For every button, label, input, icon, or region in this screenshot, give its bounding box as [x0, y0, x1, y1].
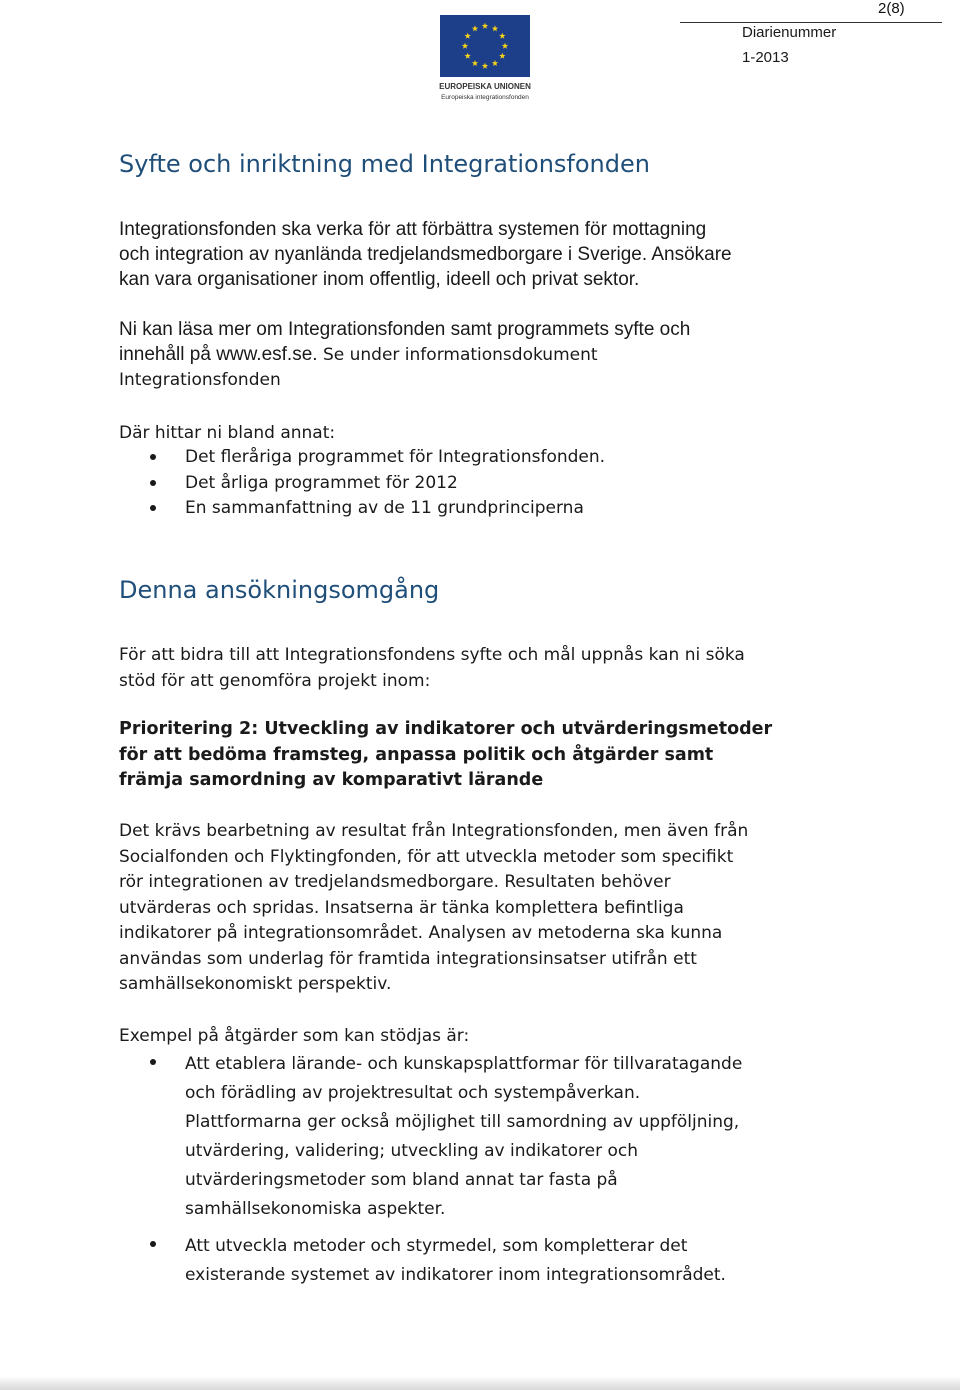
body-line: utvärderas och spridas. Insatserna är tänka komplettera befintliga [119, 897, 684, 918]
priority-line: främja samordning av komparativt lärande [119, 770, 544, 790]
list-item [150, 1232, 880, 1290]
para1-line: Integrationsfonden ska verka för att förbättra systemen för mottagning [119, 219, 707, 240]
intro-line: För att bidra till att Integrationsfondens syfte och mål uppnås kan ni söka [119, 645, 745, 665]
para2-line [119, 342, 859, 368]
list-item-line: utvärdering, validering; utveckling av indikatorer och [185, 1141, 639, 1161]
body-line: Det krävs bearbetning av resultat från Integrationsfonden, men även från [119, 821, 749, 841]
section2-heading: Denna ansökningsomgång [119, 576, 440, 604]
para2-text: Se under informationsdokument [317, 345, 598, 365]
section1-para1 [119, 217, 859, 292]
body-line: Socialfonden och Flyktingfonden, för att utveckla metoder som specifikt [119, 846, 734, 867]
body-line: indikatorer på integrationsområdet. Analysen av metoderna ska kunna [119, 923, 723, 943]
priority-line: för att bedöma framsteg, anpassa politik och åtgärder samt [119, 744, 714, 765]
list-item-line: existerande systemet av indikatorer inom integrationsområdet. [185, 1265, 726, 1285]
eu-flag-icon [432, 15, 538, 103]
list-item-line: Att utveckla metoder och styrmedel, som kompletterar det [185, 1236, 688, 1256]
diarienummer-label: Diarienummer [742, 24, 837, 41]
list-item [150, 471, 880, 497]
examples-intro: Exempel på åtgärder som kan stödjas är: [119, 1026, 470, 1046]
section2-body [119, 819, 879, 998]
eu-logo [432, 15, 538, 103]
list-item-line: utvärderingsmetoder som bland annat tar fasta på [185, 1170, 618, 1190]
bullet-icon [150, 480, 156, 486]
list-item-text: Det årliga programmet för 2012 [185, 472, 458, 493]
intro-line: stöd för att genomföra projekt inom: [119, 671, 431, 691]
section1-para2 [119, 317, 859, 393]
list-item-text: Det fleråriga programmet för Integrationsfonden. [185, 447, 606, 467]
page-bottom-shadow [0, 1376, 960, 1390]
logo-line2: Europeiska integrationsfonden [441, 94, 529, 101]
esf-link[interactable]: innehåll på www.esf.se. [119, 344, 318, 365]
body-line: samhällsekonomiskt perspektiv. [119, 974, 392, 994]
list-item [150, 445, 880, 471]
bullet-icon [150, 505, 156, 511]
priority-line: Prioritering 2: Utveckling av indikatorer och utvärderingsmetoder [119, 719, 773, 739]
list-item [150, 1050, 880, 1224]
bullet-icon [150, 454, 156, 460]
priority-heading [119, 717, 879, 794]
bullet-icon [150, 1059, 156, 1065]
para2-line: Integrationsfonden [119, 370, 281, 390]
body-line: användas som underlag för framtida integrationsinsatser utifrån ett [119, 948, 697, 969]
body-line: rör integrationen av tredjelandsmedborgare. Resultaten behöver [119, 872, 671, 892]
para2-line: Ni kan läsa mer om Integrationsfonden samt programmets syfte och [119, 319, 691, 340]
info-bullet-list [150, 445, 880, 522]
list-item-line: och förädling av projektresultat och systempåverkan. [185, 1083, 641, 1103]
section1-heading: Syfte och inriktning med Integrationsfonden [119, 150, 650, 178]
list-item-line: Att etablera lärande- och kunskapsplattformar för tillvaratagande [185, 1054, 743, 1074]
logo-line1: EUROPEISKA UNIONEN [439, 82, 531, 91]
list-item-line: Plattformarna ger också möjlighet till samordning av uppföljning, [185, 1112, 740, 1132]
list-item-line: samhällsekonomiska aspekter. [185, 1199, 446, 1219]
examples-bullet-list [150, 1050, 880, 1290]
diarienummer-value: 1-2013 [742, 49, 789, 66]
para1-line: kan vara organisationer inom offentlig, ideell och privat sektor. [119, 269, 640, 290]
bullet-icon [150, 1241, 156, 1247]
header-rule [680, 22, 942, 23]
page-number: 2(8) [878, 0, 905, 17]
list-item-text: En sammanfattning av de 11 grundprinciperna [185, 498, 584, 518]
list-item [150, 496, 880, 522]
list-intro: Där hittar ni bland annat: [119, 423, 336, 443]
para1-line: och integration av nyanlända tredjelandsmedborgare i Sverige. Ansökare [119, 244, 732, 265]
section2-intro [119, 642, 879, 694]
